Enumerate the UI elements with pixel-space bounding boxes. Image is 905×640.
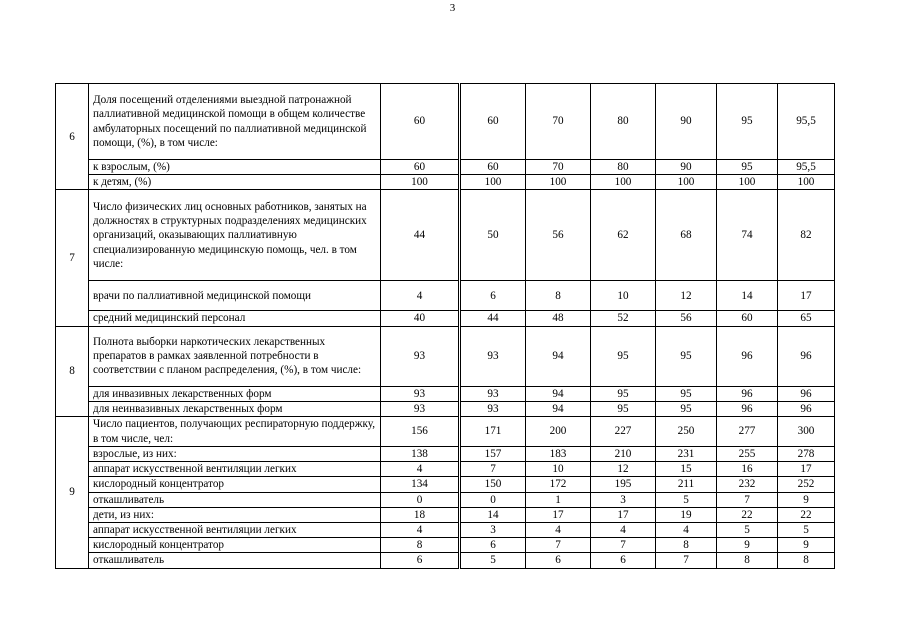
indicator-value: 96 [717,326,778,386]
indicator-value: 95 [656,386,717,401]
indicator-value: 4 [381,523,460,538]
indicator-value: 16 [717,462,778,477]
indicator-value: 157 [460,447,526,462]
table-row [56,447,835,462]
section-number: 9 [56,417,89,569]
indicator-table [55,83,835,569]
indicator-label: аппарат искусственной вентиляции легких [89,523,381,538]
indicator-value: 8 [526,281,591,311]
table-row [56,477,835,492]
indicator-value: 7 [526,538,591,553]
indicator-value: 5 [656,492,717,507]
indicator-value: 95 [717,84,778,160]
indicator-value: 183 [526,447,591,462]
indicator-label: Полнота выборки наркотических лекарственных препаратов в рамках заявленной потребности в соответствии с планом распределения, (%), в том числе: [89,326,381,386]
indicator-value: 93 [460,386,526,401]
indicator-value: 56 [526,190,591,281]
indicator-value: 277 [717,417,778,447]
indicator-value: 3 [591,492,656,507]
indicator-value: 5 [778,523,835,538]
table-row [56,462,835,477]
indicator-value: 80 [591,84,656,160]
table-row [56,84,835,160]
table-row [56,538,835,553]
indicator-value: 10 [591,281,656,311]
indicator-value: 56 [656,311,717,326]
section-number: 8 [56,326,89,416]
indicator-value: 8 [717,553,778,568]
section-number: 7 [56,190,89,326]
indicator-value: 22 [778,507,835,522]
indicator-value: 65 [778,311,835,326]
indicator-value: 93 [381,326,460,386]
indicator-value: 60 [717,311,778,326]
table-row [56,326,835,386]
indicator-value: 94 [526,326,591,386]
table-row [56,175,835,190]
table-row [56,311,835,326]
indicator-value: 231 [656,447,717,462]
table-row [56,401,835,416]
indicator-label: кислородный концентратор [89,477,381,492]
indicator-value: 6 [591,553,656,568]
indicator-value: 6 [460,538,526,553]
indicator-label: Число физических лиц основных работников, занятых на должностях в структурных подразделениях медицинских организаций, оказывающих паллиативную специализированную медицинскую помощь, чел. в том числе: [89,190,381,281]
indicator-value: 7 [591,538,656,553]
indicator-value: 7 [717,492,778,507]
indicator-value: 232 [717,477,778,492]
indicator-value: 14 [717,281,778,311]
indicator-value: 19 [656,507,717,522]
indicator-value: 52 [591,311,656,326]
indicator-value: 95 [656,326,717,386]
indicator-value: 96 [778,326,835,386]
indicator-value: 12 [591,462,656,477]
table-row [56,417,835,447]
indicator-value: 300 [778,417,835,447]
indicator-value: 8 [381,538,460,553]
indicator-value: 171 [460,417,526,447]
indicator-value: 278 [778,447,835,462]
indicator-value: 100 [460,175,526,190]
indicator-value: 211 [656,477,717,492]
indicator-value: 93 [460,326,526,386]
indicator-value: 70 [526,160,591,175]
indicator-label: откашливатель [89,553,381,568]
indicator-value: 10 [526,462,591,477]
indicator-value: 5 [717,523,778,538]
indicator-value: 68 [656,190,717,281]
indicator-value: 96 [717,401,778,416]
table-row [56,190,835,281]
indicator-label: для инвазивных лекарственных форм [89,386,381,401]
indicator-value: 8 [778,553,835,568]
indicator-value: 250 [656,417,717,447]
indicator-value: 252 [778,477,835,492]
indicator-value: 74 [717,190,778,281]
indicator-value: 60 [460,160,526,175]
indicator-value: 95 [591,326,656,386]
indicator-value: 4 [381,462,460,477]
indicator-value: 14 [460,507,526,522]
indicator-label: дети, из них: [89,507,381,522]
indicator-value: 9 [717,538,778,553]
indicator-value: 94 [526,386,591,401]
indicator-value: 100 [381,175,460,190]
indicator-value: 9 [778,538,835,553]
indicator-value: 44 [460,311,526,326]
table-row [56,160,835,175]
indicator-label: аппарат искусственной вентиляции легких [89,462,381,477]
indicator-value: 9 [778,492,835,507]
indicator-value: 100 [526,175,591,190]
indicator-value: 100 [717,175,778,190]
indicator-value: 80 [591,160,656,175]
indicator-value: 93 [460,401,526,416]
indicator-value: 60 [381,160,460,175]
indicator-value: 134 [381,477,460,492]
table-row [56,523,835,538]
indicator-value: 255 [717,447,778,462]
indicator-value: 96 [717,386,778,401]
indicator-label: врачи по паллиативной медицинской помощи [89,281,381,311]
table-row [56,281,835,311]
indicator-value: 17 [778,462,835,477]
indicator-value: 17 [526,507,591,522]
indicator-label: Число пациентов, получающих респираторную поддержку, в том числе, чел: [89,417,381,447]
indicator-value: 62 [591,190,656,281]
indicator-value: 22 [717,507,778,522]
indicator-value: 172 [526,477,591,492]
indicator-value: 94 [526,401,591,416]
indicator-value: 12 [656,281,717,311]
indicator-value: 227 [591,417,656,447]
indicator-label: Доля посещений отделениями выездной патронажной паллиативной медицинской помощи в общем количестве амбулаторных посещений по паллиативной медицинской помощи, (%), в том числе: [89,84,381,160]
indicator-value: 6 [381,553,460,568]
indicator-value: 4 [381,281,460,311]
indicator-value: 100 [591,175,656,190]
indicator-value: 17 [778,281,835,311]
indicator-value: 0 [460,492,526,507]
indicator-value: 95 [656,401,717,416]
indicator-value: 150 [460,477,526,492]
indicator-value: 93 [381,386,460,401]
table-row [56,386,835,401]
section-number: 6 [56,84,89,190]
indicator-value: 95 [591,401,656,416]
indicator-value: 18 [381,507,460,522]
indicator-value: 100 [656,175,717,190]
indicator-value: 17 [591,507,656,522]
indicator-label: средний медицинский персонал [89,311,381,326]
table-row [56,507,835,522]
indicator-value: 95 [717,160,778,175]
indicator-value: 4 [591,523,656,538]
indicator-value: 6 [460,281,526,311]
indicator-value: 4 [656,523,717,538]
indicator-value: 7 [656,553,717,568]
indicator-label: откашливатель [89,492,381,507]
indicator-label: взрослые, из них: [89,447,381,462]
indicator-value: 93 [381,401,460,416]
indicator-value: 210 [591,447,656,462]
indicator-value: 90 [656,160,717,175]
indicator-label: к детям, (%) [89,175,381,190]
indicator-label: к взрослым, (%) [89,160,381,175]
indicator-value: 90 [656,84,717,160]
indicator-value: 50 [460,190,526,281]
indicator-value: 156 [381,417,460,447]
indicator-value: 95 [591,386,656,401]
page-number: 3 [449,2,456,14]
indicator-value: 70 [526,84,591,160]
indicator-value: 44 [381,190,460,281]
indicator-value: 200 [526,417,591,447]
indicator-value: 15 [656,462,717,477]
indicator-value: 6 [526,553,591,568]
indicator-label: кислородный концентратор [89,538,381,553]
indicator-value: 1 [526,492,591,507]
indicator-value: 138 [381,447,460,462]
indicator-value: 60 [460,84,526,160]
indicator-value: 100 [778,175,835,190]
indicator-value: 3 [460,523,526,538]
table-row [56,553,835,568]
indicator-value: 40 [381,311,460,326]
indicator-value: 0 [381,492,460,507]
indicator-value: 60 [381,84,460,160]
indicator-value: 48 [526,311,591,326]
table-row [56,492,835,507]
indicator-value: 95,5 [778,160,835,175]
indicator-value: 195 [591,477,656,492]
indicator-label: для неинвазивных лекарственных форм [89,401,381,416]
indicator-value: 4 [526,523,591,538]
indicator-value: 82 [778,190,835,281]
indicator-value: 7 [460,462,526,477]
indicator-value: 96 [778,386,835,401]
indicator-value: 96 [778,401,835,416]
indicator-value: 5 [460,553,526,568]
indicator-value: 95,5 [778,84,835,160]
indicator-value: 8 [656,538,717,553]
